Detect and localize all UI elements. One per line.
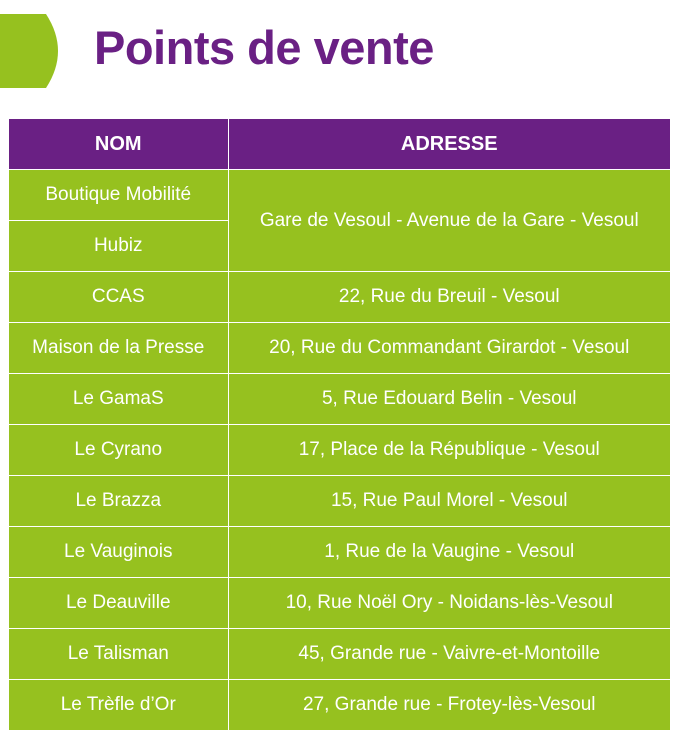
- cell-nom: Le Talisman: [9, 629, 228, 680]
- cell-adresse: 27, Grande rue - Frotey-lès-Vesoul: [228, 680, 670, 731]
- table-header-row: [9, 119, 670, 170]
- table-row: [9, 476, 670, 527]
- header-nom: NOM: [9, 119, 228, 170]
- cell-adresse: 15, Rue Paul Morel - Vesoul: [228, 476, 670, 527]
- table-body: [9, 170, 670, 731]
- cell-nom: Maison de la Presse: [9, 323, 228, 374]
- cell-nom: Boutique Mobilité: [9, 170, 228, 221]
- table-row: [9, 680, 670, 731]
- page-title: Points de vente: [94, 21, 434, 74]
- cell-nom: Le Vauginois: [9, 527, 228, 578]
- cell-adresse: 20, Rue du Commandant Girardot - Vesoul: [228, 323, 670, 374]
- cell-nom: Le GamaS: [9, 374, 228, 425]
- title-tab-shape: [0, 14, 70, 88]
- cell-nom: Le Trèfle d’Or: [9, 680, 228, 731]
- cell-adresse: 5, Rue Edouard Belin - Vesoul: [228, 374, 670, 425]
- table-row: [9, 578, 670, 629]
- table-row: [9, 527, 670, 578]
- points-de-vente-table: [9, 119, 670, 730]
- cell-nom: Le Cyrano: [9, 425, 228, 476]
- cell-adresse: 10, Rue Noël Ory - Noidans-lès-Vesoul: [228, 578, 670, 629]
- table-row: [9, 170, 670, 221]
- cell-adresse: 1, Rue de la Vaugine - Vesoul: [228, 527, 670, 578]
- cell-adresse: 17, Place de la République - Vesoul: [228, 425, 670, 476]
- cell-adresse: 22, Rue du Breuil - Vesoul: [228, 272, 670, 323]
- table-row: [9, 425, 670, 476]
- table-row: [9, 272, 670, 323]
- cell-nom: CCAS: [9, 272, 228, 323]
- cell-adresse: Gare de Vesoul - Avenue de la Gare - Vesoul: [228, 170, 670, 272]
- table-row: [9, 374, 670, 425]
- table-row: [9, 629, 670, 680]
- table-row: [9, 323, 670, 374]
- cell-nom: Le Brazza: [9, 476, 228, 527]
- cell-nom: Hubiz: [9, 221, 228, 272]
- header-adresse: ADRESSE: [228, 119, 670, 170]
- cell-adresse: 45, Grande rue - Vaivre-et-Montoille: [228, 629, 670, 680]
- cell-nom: Le Deauville: [9, 578, 228, 629]
